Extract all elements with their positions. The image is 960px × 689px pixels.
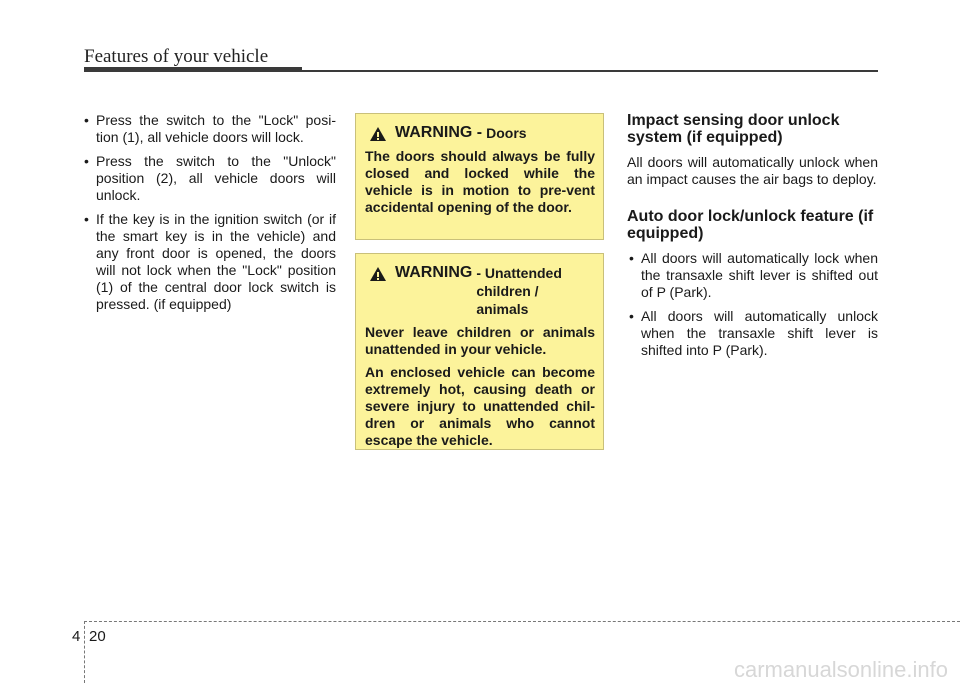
- right-column: [627, 112, 878, 366]
- list-item: • If the key is in the ignition switch (or if the smart key is in the vehicle) and any front door is opened, the doors will not lock when the "Lock" position (1) of the central door lock switch is pressed. (if equipped): [82, 211, 336, 313]
- warning-triangle-icon: [369, 266, 387, 282]
- warning-header: [369, 264, 595, 318]
- section-heading: Auto door lock/unlock feature (if equipped): [627, 208, 874, 242]
- warning-subject: Doors: [486, 125, 527, 141]
- list-item: • All doors will automatically lock when the transaxle shift lever is shifted out of P (Park).: [627, 250, 878, 301]
- watermark: carmanualsonline.info: [733, 657, 948, 682]
- warning-box-doors: [355, 113, 604, 240]
- warning-text: Never leave children or animals unattended in your vehicle.: [365, 324, 595, 357]
- warning-text: The doors should always be fully closed and locked while the vehicle is in motion to pre-vent accidental opening of the door.: [365, 148, 595, 215]
- page-title: Features of your vehicle: [84, 46, 269, 67]
- section-heading: Impact sensing door unlock system (if equipped): [627, 112, 840, 146]
- list-item: • Press the switch to the "Unlock" position (2), all vehicle doors will unlock.: [82, 153, 336, 204]
- lock-instructions-list: [82, 112, 336, 313]
- footer-divider: [84, 621, 85, 683]
- header-rule: [84, 70, 878, 72]
- chapter-number: 4: [72, 628, 81, 645]
- left-column: [82, 112, 336, 320]
- warning-subject: - Unattended children / animals: [476, 265, 562, 317]
- footer-rule: [84, 621, 960, 622]
- warning-box-unattended: [355, 253, 604, 450]
- warning-label: WARNING: [395, 264, 473, 281]
- warning-text: An enclosed vehicle can become extremely hot, causing death or severe injury to unattended chil-dren or animals who cannot escape the vehicle.: [365, 364, 595, 448]
- section-text: All doors will automatically unlock when an impact causes the air bags to deploy.: [627, 154, 878, 187]
- list-item: • Press the switch to the "Lock" posi-tion (1), all vehicle doors will lock.: [82, 112, 336, 146]
- warning-header: [369, 124, 595, 142]
- warning-triangle-icon: [369, 126, 387, 142]
- auto-lock-list: [627, 250, 878, 359]
- list-item: • All doors will automatically unlock when the transaxle shift lever is shifted into P (Park).: [627, 308, 878, 359]
- warning-label: WARNING -: [395, 124, 483, 141]
- page-number: 20: [89, 628, 106, 645]
